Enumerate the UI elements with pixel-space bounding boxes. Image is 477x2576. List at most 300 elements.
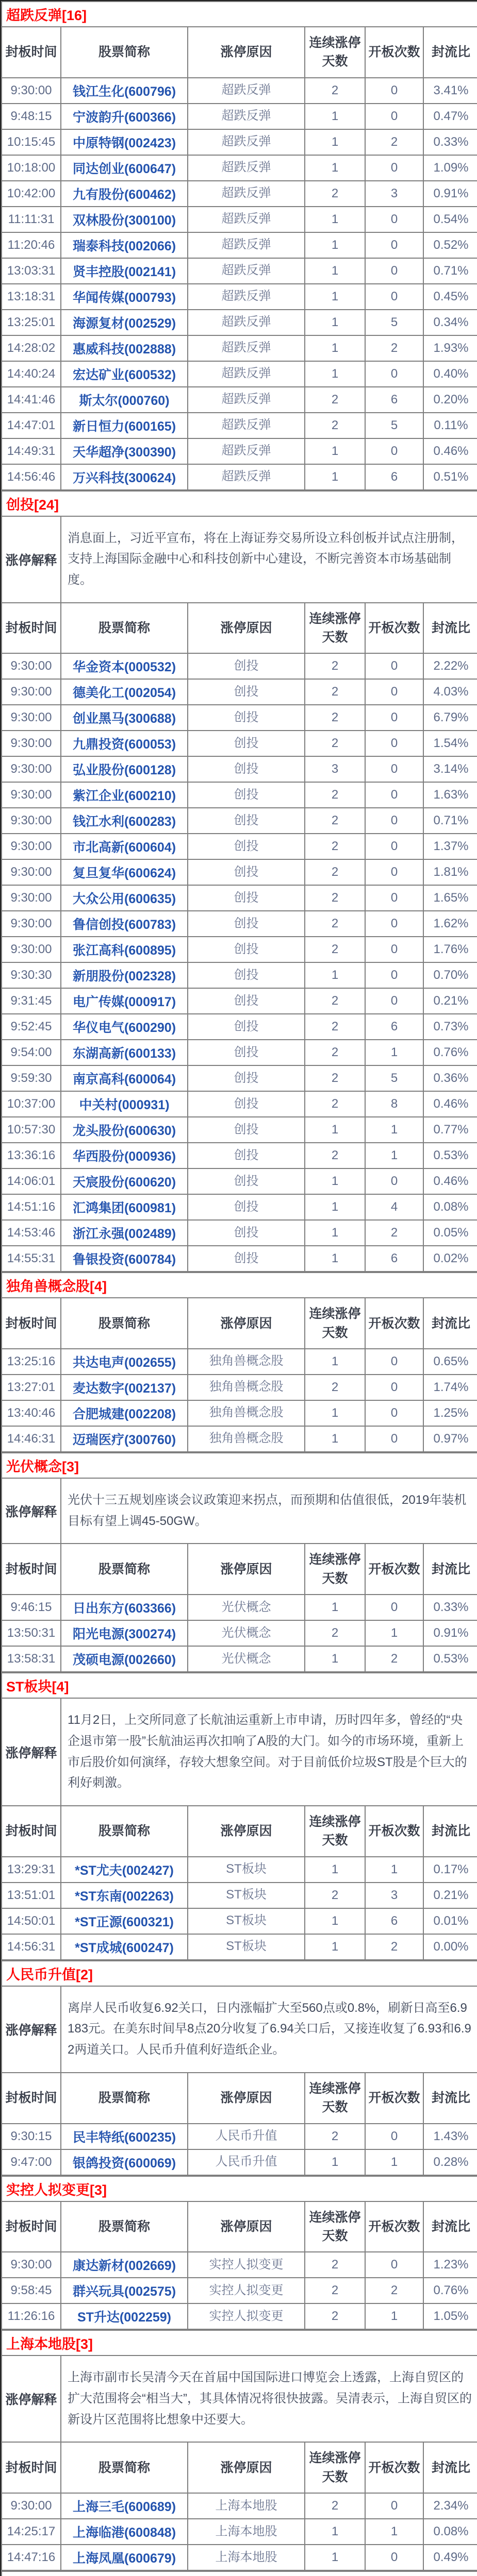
consecutive-days-cell: 1 — [305, 104, 365, 129]
consecutive-days-cell: 1 — [305, 129, 365, 155]
seal-flow-ratio-cell: 0.36% — [423, 1065, 477, 1091]
limit-reason-cell: 创投 — [188, 1040, 305, 1065]
stock-link[interactable]: 惠威科技(002888) — [72, 342, 176, 357]
seal-time-cell: 13:36:16 — [2, 1143, 61, 1168]
limit-reason-cell: 实控人拟变更 — [188, 2303, 305, 2329]
stock-name-cell — [61, 988, 188, 1014]
open-count-cell: 0 — [365, 2493, 423, 2519]
stock-name-cell — [61, 1349, 188, 1375]
stock-name-cell — [61, 1646, 188, 1672]
stock-link[interactable]: *ST尤夫(002427) — [75, 1863, 174, 1878]
stock-link[interactable]: 华金资本(000532) — [72, 660, 176, 675]
table-row — [2, 1143, 477, 1168]
stock-link[interactable]: 新日恒力(600165) — [72, 419, 176, 434]
stock-name-cell — [61, 911, 188, 937]
stock-link[interactable]: 南京高科(600064) — [72, 1072, 176, 1087]
seal-time-cell: 10:15:45 — [2, 129, 61, 155]
col-header-consecutive-days: 连续涨停天数 — [305, 1806, 365, 1857]
stock-link[interactable]: 华闻传媒(000793) — [72, 290, 176, 305]
seal-time-cell: 9:59:30 — [2, 1065, 61, 1091]
stock-name-cell — [61, 2519, 188, 2545]
seal-flow-ratio-cell: 1.81% — [423, 859, 477, 885]
seal-time-cell: 13:27:01 — [2, 1375, 61, 1400]
section-table — [1, 2176, 477, 2330]
stock-link[interactable]: 同达创业(600647) — [72, 161, 176, 176]
consecutive-days-cell: 2 — [305, 1014, 365, 1040]
col-header-seal-flow-ratio: 封流比 — [423, 2201, 477, 2252]
limit-reason-cell: 创投 — [188, 834, 305, 859]
table-row — [2, 2493, 477, 2519]
open-count-cell: 0 — [365, 1426, 423, 1452]
consecutive-days-cell: 2 — [305, 859, 365, 885]
col-header-limit-reason: 涨停原因 — [188, 1544, 305, 1595]
stock-link[interactable]: 华西股份(000936) — [72, 1149, 176, 1164]
consecutive-days-cell: 2 — [305, 1883, 365, 1908]
stock-name-cell — [61, 1620, 188, 1646]
stock-link[interactable]: 汇鸿集团(600981) — [72, 1201, 176, 1216]
stock-name-cell — [61, 232, 188, 258]
seal-flow-ratio-cell: 0.46% — [423, 1168, 477, 1194]
limit-reason-cell: 超跌反弹 — [188, 181, 305, 207]
stock-link[interactable]: 迈瑞医疗(300760) — [72, 1432, 176, 1447]
col-header-open-count: 开板次数 — [365, 2073, 423, 2124]
stock-name-cell — [61, 1014, 188, 1040]
seal-time-cell: 13:03:31 — [2, 258, 61, 284]
limit-reason-cell: 创投 — [188, 962, 305, 988]
stock-link[interactable]: 张江高科(600895) — [72, 943, 176, 958]
consecutive-days-cell: 2 — [305, 988, 365, 1014]
table-row — [2, 1065, 477, 1091]
consecutive-days-cell: 3 — [305, 756, 365, 782]
open-count-cell: 1 — [365, 1620, 423, 1646]
open-count-cell: 0 — [365, 937, 423, 962]
consecutive-days-cell: 1 — [305, 310, 365, 335]
stock-name-cell — [61, 1220, 188, 1246]
seal-flow-ratio-cell: 1.43% — [423, 2124, 477, 2149]
seal-time-cell: 9:30:00 — [2, 756, 61, 782]
limit-reason-cell: 上海本地股 — [188, 2545, 305, 2570]
stock-link[interactable]: 天宸股份(600620) — [72, 1175, 176, 1190]
seal-flow-ratio-cell: 3.14% — [423, 756, 477, 782]
seal-flow-ratio-cell: 0.71% — [423, 808, 477, 834]
stock-link[interactable]: 华仪电气(600290) — [72, 1021, 176, 1036]
stock-link[interactable]: 民丰特纸(600235) — [72, 2130, 176, 2145]
consecutive-days-cell: 1 — [305, 438, 365, 464]
col-header-open-count: 开板次数 — [365, 1544, 423, 1595]
limit-reason-cell: 超跌反弹 — [188, 104, 305, 129]
table-row — [2, 808, 477, 834]
stock-name-cell — [61, 731, 188, 756]
open-count-cell: 0 — [365, 2124, 423, 2149]
limit-reason-cell: 创投 — [188, 1117, 305, 1143]
stock-link[interactable]: 海源复材(002529) — [72, 316, 176, 331]
stock-link[interactable]: 上海三毛(600689) — [72, 2499, 176, 2514]
stock-link[interactable]: 市北高新(600604) — [72, 840, 176, 855]
stock-name-cell — [61, 1595, 188, 1620]
open-count-cell: 0 — [365, 962, 423, 988]
stock-name-cell — [61, 2303, 188, 2329]
consecutive-days-cell: 1 — [305, 1426, 365, 1452]
table-row — [2, 834, 477, 859]
stock-link[interactable]: 弘业股份(600128) — [72, 763, 176, 778]
consecutive-days-cell: 2 — [305, 705, 365, 731]
stock-name-cell — [61, 335, 188, 361]
stock-link[interactable]: 紫江企业(600210) — [72, 789, 176, 804]
col-header-consecutive-days: 连续涨停天数 — [305, 1544, 365, 1595]
stock-link[interactable]: 宁波韵升(600366) — [72, 110, 176, 125]
seal-flow-ratio-cell: 0.28% — [423, 2149, 477, 2175]
stock-link[interactable]: 复旦复华(600624) — [72, 866, 176, 881]
seal-flow-ratio-cell: 1.74% — [423, 1375, 477, 1400]
stock-name-cell — [61, 1065, 188, 1091]
seal-flow-ratio-cell: 1.76% — [423, 937, 477, 962]
seal-time-cell: 9:48:15 — [2, 104, 61, 129]
stock-name-cell — [61, 78, 188, 104]
seal-time-cell: 14:28:02 — [2, 335, 61, 361]
explanation-text: 光伏十三五规划座谈会议政策迎来拐点，而预期和估值很低，2019年装机目标有望上调45-50GW。 — [61, 1478, 477, 1544]
section-table — [1, 1452, 477, 1672]
stock-name-cell — [61, 2149, 188, 2175]
section-title: 上海本地股[3] — [2, 2330, 477, 2355]
seal-time-cell: 9:31:45 — [2, 988, 61, 1014]
limit-reason-cell: 独角兽概念股 — [188, 1426, 305, 1452]
consecutive-days-cell: 2 — [305, 1375, 365, 1400]
col-header-consecutive-days: 连续涨停天数 — [305, 27, 365, 78]
stock-link[interactable]: 上海临港(600848) — [72, 2525, 176, 2540]
consecutive-days-cell: 2 — [305, 413, 365, 438]
seal-time-cell: 10:18:00 — [2, 155, 61, 181]
consecutive-days-cell: 2 — [305, 2303, 365, 2329]
table-row — [2, 885, 477, 911]
limit-reason-cell: ST板块 — [188, 1934, 305, 1960]
open-count-cell: 8 — [365, 1091, 423, 1117]
consecutive-days-cell: 2 — [305, 653, 365, 679]
table-row — [2, 387, 477, 413]
stock-link[interactable]: 新朋股份(002328) — [72, 969, 176, 984]
consecutive-days-cell: 2 — [305, 782, 365, 808]
seal-flow-ratio-cell: 0.76% — [423, 1040, 477, 1065]
seal-flow-ratio-cell: 0.34% — [423, 310, 477, 335]
open-count-cell: 2 — [365, 1220, 423, 1246]
seal-time-cell: 14:56:31 — [2, 1934, 61, 1960]
open-count-cell: 0 — [365, 705, 423, 731]
stock-link[interactable]: 共达电声(002655) — [72, 1355, 176, 1370]
table-row — [2, 679, 477, 705]
stock-name-cell — [61, 756, 188, 782]
table-row — [2, 1908, 477, 1934]
stock-name-cell — [61, 310, 188, 335]
seal-flow-ratio-cell: 0.20% — [423, 387, 477, 413]
limit-reason-cell: 超跌反弹 — [188, 284, 305, 310]
stock-name-cell — [61, 2493, 188, 2519]
stock-link[interactable]: 银鸽投资(600069) — [72, 2156, 176, 2171]
open-count-cell: 2 — [365, 2278, 423, 2303]
stock-name-cell — [61, 181, 188, 207]
limit-reason-cell: 创投 — [188, 756, 305, 782]
col-header-seal-time: 封板时间 — [2, 27, 61, 78]
stock-link[interactable]: 双林股份(300100) — [72, 213, 176, 228]
consecutive-days-cell: 2 — [305, 937, 365, 962]
limit-reason-cell: 光伏概念 — [188, 1646, 305, 1672]
seal-time-cell: 13:51:01 — [2, 1883, 61, 1908]
limit-reason-cell: 独角兽概念股 — [188, 1375, 305, 1400]
consecutive-days-cell: 1 — [305, 258, 365, 284]
stock-link[interactable]: *ST成城(600247) — [75, 1940, 174, 1955]
table-row — [2, 284, 477, 310]
table-row — [2, 1426, 477, 1452]
col-header-seal-flow-ratio: 封流比 — [423, 2442, 477, 2493]
seal-flow-ratio-cell: 0.08% — [423, 1194, 477, 1220]
stock-name-cell — [61, 885, 188, 911]
explanation-text: 离岸人民币收复6.92关口，日内涨幅扩大至560点或0.8%，刷新日高至6.9183元。在美东时间早8点20分收复了6.94关口后，又接连收复了6.93和6.92两道关口。人民币升值利好造纸企业。 — [61, 1986, 477, 2073]
consecutive-days-cell: 1 — [305, 1117, 365, 1143]
col-header-limit-reason: 涨停原因 — [188, 27, 305, 78]
consecutive-days-cell: 2 — [305, 808, 365, 834]
section-table — [1, 490, 477, 1273]
seal-time-cell: 9:30:30 — [2, 962, 61, 988]
col-header-seal-time: 封板时间 — [2, 1544, 61, 1595]
stock-link[interactable]: 九鼎投资(600053) — [72, 737, 176, 752]
stock-name-cell — [61, 962, 188, 988]
seal-time-cell: 13:50:31 — [2, 1620, 61, 1646]
table-row — [2, 464, 477, 490]
seal-time-cell: 14:49:31 — [2, 438, 61, 464]
col-header-stock-name: 股票简称 — [61, 1298, 188, 1349]
limit-reason-cell: 创投 — [188, 1194, 305, 1220]
stock-link[interactable]: 斯太尔(000760) — [79, 393, 170, 408]
table-row — [2, 207, 477, 232]
col-header-consecutive-days: 连续涨停天数 — [305, 2073, 365, 2124]
stock-name-cell — [61, 1375, 188, 1400]
stock-link[interactable]: 电广传媒(000917) — [72, 995, 176, 1010]
limit-reason-cell: 创投 — [188, 679, 305, 705]
section-title: 超跌反弹[16] — [2, 2, 477, 27]
stock-name-cell — [61, 1934, 188, 1960]
seal-time-cell: 14:40:24 — [2, 361, 61, 387]
table-row — [2, 988, 477, 1014]
table-row — [2, 1014, 477, 1040]
seal-time-cell: 14:25:17 — [2, 2519, 61, 2545]
table-row — [2, 1934, 477, 1960]
stock-link[interactable]: 创业黑马(300688) — [72, 711, 176, 726]
col-header-limit-reason: 涨停原因 — [188, 603, 305, 654]
open-count-cell: 0 — [365, 859, 423, 885]
col-header-consecutive-days: 连续涨停天数 — [305, 603, 365, 654]
seal-flow-ratio-cell: 1.62% — [423, 911, 477, 937]
table-row — [2, 361, 477, 387]
stock-link[interactable]: 康达新材(002669) — [72, 2259, 176, 2274]
limit-reason-cell: 创投 — [188, 1220, 305, 1246]
stock-name-cell — [61, 258, 188, 284]
table-row — [2, 731, 477, 756]
explanation-label: 涨停解释 — [2, 1986, 61, 2073]
stock-link[interactable]: *ST东南(002263) — [75, 1889, 174, 1904]
stock-name-cell — [61, 104, 188, 129]
stock-link[interactable]: 贤丰控股(002141) — [72, 264, 176, 279]
limit-reason-cell: 创投 — [188, 1014, 305, 1040]
seal-flow-ratio-cell: 0.33% — [423, 1595, 477, 1620]
limit-reason-cell: 创投 — [188, 1246, 305, 1272]
stock-link[interactable]: ST升达(002259) — [77, 2310, 172, 2325]
open-count-cell: 0 — [365, 1349, 423, 1375]
open-count-cell: 0 — [365, 104, 423, 129]
seal-flow-ratio-cell: 0.45% — [423, 284, 477, 310]
table-row — [2, 2252, 477, 2278]
seal-time-cell: 13:18:31 — [2, 284, 61, 310]
limit-reason-cell: 超跌反弹 — [188, 438, 305, 464]
col-header-seal-flow-ratio: 封流比 — [423, 1298, 477, 1349]
section-table — [1, 1672, 477, 1960]
limit-reason-cell: 独角兽概念股 — [188, 1349, 305, 1375]
stock-link[interactable]: 鲁银投资(600784) — [72, 1252, 176, 1267]
limit-reason-cell: 创投 — [188, 911, 305, 937]
stock-link[interactable]: 天华超净(300390) — [72, 445, 176, 460]
table-row — [2, 1117, 477, 1143]
open-count-cell: 2 — [365, 335, 423, 361]
consecutive-days-cell: 2 — [305, 1065, 365, 1091]
stock-link[interactable]: 九有股份(600462) — [72, 187, 176, 202]
open-count-cell: 0 — [365, 1595, 423, 1620]
stock-name-cell — [61, 1426, 188, 1452]
stock-link[interactable]: 中原特钢(002423) — [72, 135, 176, 150]
consecutive-days-cell: 2 — [305, 1040, 365, 1065]
col-header-stock-name: 股票简称 — [61, 27, 188, 78]
seal-time-cell: 14:56:46 — [2, 464, 61, 490]
open-count-cell: 5 — [365, 310, 423, 335]
open-count-cell: 0 — [365, 808, 423, 834]
explanation-label: 涨停解释 — [2, 2355, 61, 2442]
col-header-stock-name: 股票简称 — [61, 2073, 188, 2124]
open-count-cell: 5 — [365, 413, 423, 438]
stock-link[interactable]: *ST正源(600321) — [75, 1914, 174, 1929]
stock-link[interactable]: 瑞泰科技(002066) — [72, 239, 176, 253]
open-count-cell: 1 — [365, 1857, 423, 1883]
stock-link[interactable]: 中关村(000931) — [79, 1098, 170, 1113]
consecutive-days-cell: 1 — [305, 1934, 365, 1960]
seal-time-cell: 13:40:46 — [2, 1400, 61, 1426]
open-count-cell: 1 — [365, 2519, 423, 2545]
open-count-cell: 0 — [365, 78, 423, 104]
consecutive-days-cell: 1 — [305, 1400, 365, 1426]
seal-flow-ratio-cell: 0.73% — [423, 1014, 477, 1040]
section-title — [2, 2571, 477, 2576]
seal-flow-ratio-cell: 0.11% — [423, 413, 477, 438]
open-count-cell: 1 — [365, 1040, 423, 1065]
open-count-cell: 0 — [365, 834, 423, 859]
seal-time-cell: 10:42:00 — [2, 181, 61, 207]
stock-link[interactable]: 麦达数字(002137) — [72, 1381, 176, 1396]
stock-link[interactable]: 茂硕电源(002660) — [72, 1652, 176, 1667]
explanation-label: 涨停解释 — [2, 516, 61, 603]
explanation-text: 上海市副市长吴清今天在首届中国国际进口博览会上透露，上海自贸区的扩大范围将会“相当大”，其具体情况将很快披露。吴清表示，上海自贸区的新设片区范围将比想象中还要大。 — [61, 2355, 477, 2442]
section-title: 独角兽概念股[4] — [2, 1273, 477, 1298]
stock-link[interactable]: 阳光电源(300274) — [72, 1626, 176, 1641]
seal-flow-ratio-cell: 0.40% — [423, 361, 477, 387]
limit-reason-cell: 创投 — [188, 1168, 305, 1194]
table-row — [2, 2124, 477, 2149]
table-row — [2, 155, 477, 181]
consecutive-days-cell: 2 — [305, 2278, 365, 2303]
stock-link[interactable]: 鲁信创投(600783) — [72, 918, 176, 933]
stock-link[interactable]: 德美化工(002054) — [72, 686, 176, 701]
seal-time-cell: 9:30:00 — [2, 2493, 61, 2519]
stock-link[interactable]: 万兴科技(300624) — [72, 470, 176, 485]
stock-name-cell — [61, 361, 188, 387]
seal-flow-ratio-cell: 0.91% — [423, 181, 477, 207]
consecutive-days-cell: 2 — [305, 387, 365, 413]
stock-link[interactable]: 钱江生化(600796) — [72, 84, 176, 99]
limit-reason-cell: 创投 — [188, 731, 305, 756]
consecutive-days-cell: 2 — [305, 1143, 365, 1168]
table-row — [2, 911, 477, 937]
limit-reason-cell: 创投 — [188, 859, 305, 885]
table-row — [2, 1349, 477, 1375]
seal-flow-ratio-cell: 0.21% — [423, 1883, 477, 1908]
consecutive-days-cell: 2 — [305, 679, 365, 705]
stock-link[interactable]: 群兴玩具(002575) — [72, 2284, 176, 2299]
col-header-seal-time: 封板时间 — [2, 1806, 61, 1857]
seal-flow-ratio-cell: 0.91% — [423, 1620, 477, 1646]
stock-link[interactable]: 大众公用(600635) — [72, 892, 176, 907]
stock-link[interactable]: 钱江水利(600283) — [72, 815, 176, 829]
section-table — [1, 1960, 477, 2176]
col-header-consecutive-days: 连续涨停天数 — [305, 1298, 365, 1349]
table-row — [2, 1220, 477, 1246]
col-header-open-count: 开板次数 — [365, 27, 423, 78]
seal-flow-ratio-cell: 0.76% — [423, 2278, 477, 2303]
limit-reason-cell: 光伏概念 — [188, 1595, 305, 1620]
col-header-limit-reason: 涨停原因 — [188, 2073, 305, 2124]
stock-name-cell — [61, 1040, 188, 1065]
stock-name-cell — [61, 937, 188, 962]
table-row — [2, 859, 477, 885]
consecutive-days-cell: 1 — [305, 2149, 365, 2175]
seal-flow-ratio-cell: 1.25% — [423, 1400, 477, 1426]
explanation-text: 11月2日，上交所同意了长航油运重新上市申请，历时四年多，曾经的“央企退市第一股”长航油运再次扣响了A股的大门。如今的市场环境，重新上市后股价如何演绎，存较大想象空间。对于目前低价垃圾ST股是个巨大的利好刺激。 — [61, 1698, 477, 1806]
open-count-cell: 0 — [365, 438, 423, 464]
limit-reason-cell: 超跌反弹 — [188, 335, 305, 361]
stock-link[interactable]: 上海凤凰(600679) — [72, 2551, 176, 2566]
table-row — [2, 1646, 477, 1672]
stock-name-cell — [61, 705, 188, 731]
stock-name-cell — [61, 1168, 188, 1194]
col-header-open-count: 开板次数 — [365, 603, 423, 654]
limit-reason-cell: 超跌反弹 — [188, 361, 305, 387]
table-row — [2, 1375, 477, 1400]
consecutive-days-cell: 1 — [305, 1246, 365, 1272]
limit-reason-cell: 超跌反弹 — [188, 129, 305, 155]
stock-link[interactable]: 日出东方(603366) — [72, 1601, 176, 1616]
table-row — [2, 1091, 477, 1117]
stock-link[interactable]: 龙头股份(600630) — [72, 1124, 176, 1139]
table-row — [2, 962, 477, 988]
stock-link[interactable]: 东湖高新(600133) — [72, 1046, 176, 1061]
table-row — [2, 438, 477, 464]
col-header-open-count: 开板次数 — [365, 2442, 423, 2493]
open-count-cell: 0 — [365, 361, 423, 387]
stock-link[interactable]: 宏达矿业(600532) — [72, 367, 176, 382]
seal-flow-ratio-cell: 0.08% — [423, 2519, 477, 2545]
table-row — [2, 653, 477, 679]
seal-time-cell: 14:46:31 — [2, 1426, 61, 1452]
stock-link[interactable]: 浙江永强(002489) — [72, 1227, 176, 1242]
limit-reason-cell: 人民币升值 — [188, 2124, 305, 2149]
open-count-cell: 0 — [365, 1375, 423, 1400]
stock-link[interactable]: 合肥城建(002208) — [72, 1406, 176, 1421]
col-header-limit-reason: 涨停原因 — [188, 1806, 305, 1857]
seal-time-cell: 9:30:00 — [2, 859, 61, 885]
stock-name-cell — [61, 387, 188, 413]
